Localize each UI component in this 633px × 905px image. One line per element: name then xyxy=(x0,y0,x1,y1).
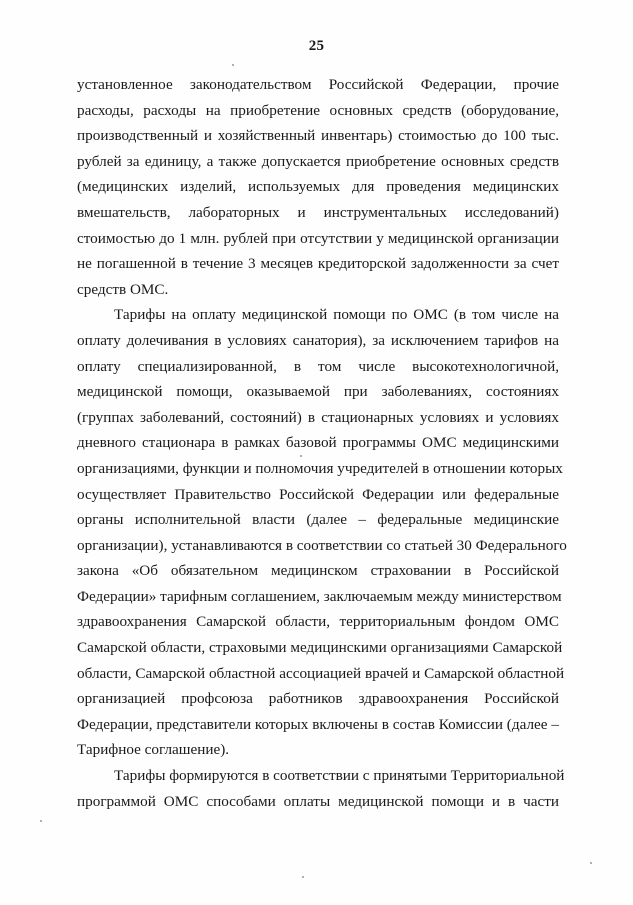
text-line: Федерации, представители которых включены в состав Комиссии (далее – xyxy=(77,715,559,733)
text-line: дневного стационара в рамках базовой программы ОМС медицинскими xyxy=(77,434,559,452)
paragraph-3 xyxy=(77,763,565,814)
text-line: расходы, расходы на приобретение основных средств (оборудование, xyxy=(77,101,559,119)
scan-speck xyxy=(300,455,302,457)
paragraph-2 xyxy=(77,302,567,763)
text-line: закона «Об обязательном медицинском страховании в Российской xyxy=(77,562,559,580)
text-line: медицинской помощи, оказываемой при заболеваниях, состояниях xyxy=(77,383,559,401)
text-line: Самарской области, страховыми медицинскими организациями Самарской xyxy=(77,639,563,657)
page-number: 25 xyxy=(308,38,325,54)
text-line: здравоохранения Самарской области, территориальным фондом ОМС xyxy=(77,613,559,631)
paragraph-1 xyxy=(77,72,559,302)
scan-speck xyxy=(40,820,42,822)
text-line: организациями, функции и полномочия учредителей в отношении которых xyxy=(77,459,563,477)
text-line: организации), устанавливаются в соответствии со статьей 30 Федерального xyxy=(77,536,567,554)
text-line: Тарифы на оплату медицинской помощи по ОМС (в том числе на xyxy=(114,306,559,324)
text-line: оплату специализированной, в том числе высокотехнологичной, xyxy=(77,357,559,375)
scan-speck xyxy=(232,64,234,66)
text-line: вмешательств, лабораторных и инструментальных исследований) xyxy=(77,203,559,221)
text-line: осуществляет Правительство Российской Федерации или федеральные xyxy=(77,485,559,503)
scan-speck xyxy=(302,876,304,878)
text-line: оплату долечивания в условиях санатория), за исключением тарифов на xyxy=(77,331,559,349)
text-line: (группах заболеваний, состояний) в стационарных условиях и условиях xyxy=(77,408,559,426)
text-line: производственный и хозяйственный инвентарь) стоимостью до 100 тыс. xyxy=(77,127,559,145)
text-line: области, Самарской областной ассоциацией врачей и Самарской областной xyxy=(77,664,565,682)
text-line: Федерации» тарифным соглашением, заключаемым между министерством xyxy=(77,587,562,605)
scan-speck xyxy=(590,862,592,864)
text-line: рублей за единицу, а также допускается приобретение основных средств xyxy=(77,152,559,170)
text-line: средств ОМС. xyxy=(77,280,169,298)
text-line: Тарифы формируются в соответствии с принятыми Территориальной xyxy=(114,767,565,785)
text-line: организацией профсоюза работников здравоохранения Российской xyxy=(77,690,559,708)
text-line: программой ОМС способами оплаты медицинской помощи и в части xyxy=(77,792,559,810)
text-line: Тарифное соглашение). xyxy=(77,741,230,759)
text-line: не погашенной в течение 3 месяцев кредиторской задолженности за счет xyxy=(77,255,559,273)
text-line: установленное законодательством Российской Федерации, прочие xyxy=(77,76,559,93)
document-body xyxy=(77,72,567,814)
text-line: стоимостью до 1 млн. рублей при отсутствии у медицинской организации xyxy=(77,229,559,247)
text-line: органы исполнительной власти (далее – федеральные медицинские xyxy=(77,511,559,529)
text-line: (медицинских изделий, используемых для проведения медицинских xyxy=(77,178,559,196)
